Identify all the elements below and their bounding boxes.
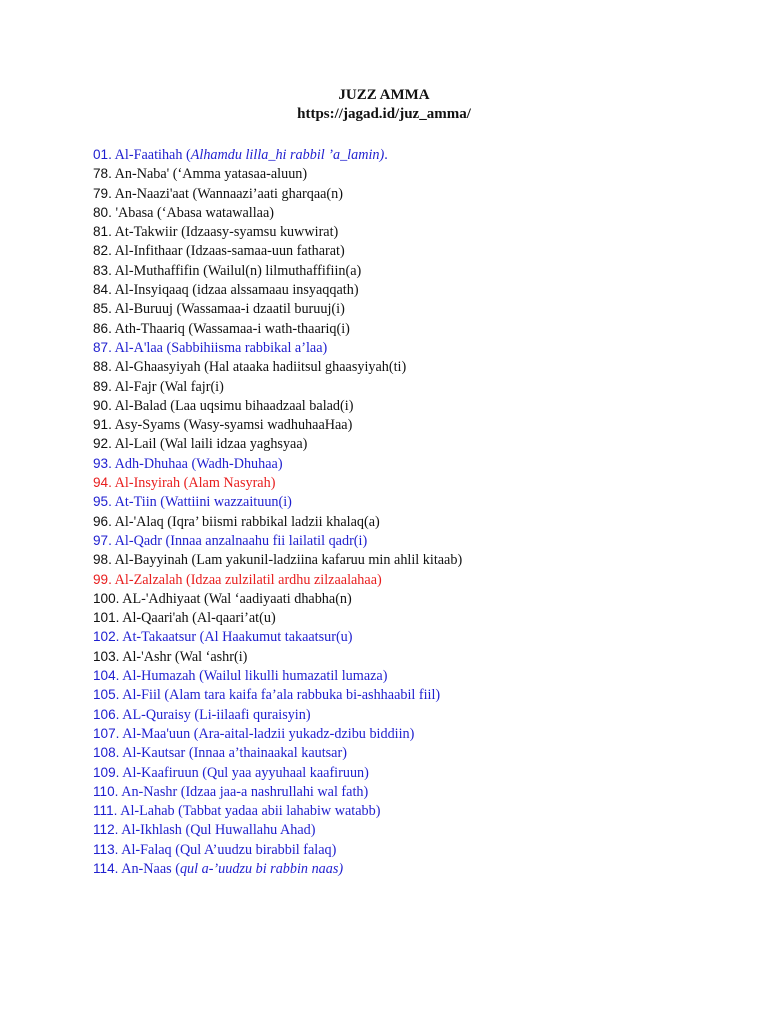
- surah-opening-verse: Alhamdu lilla_hi rabbil ’a_lamin): [190, 147, 385, 163]
- surah-opening-verse: Wattiini wazzaituun(i): [165, 494, 292, 511]
- surah-list-item: [93, 531, 753, 550]
- surah-name: At-Takwiir: [114, 224, 178, 241]
- surah-name: An-Nashr: [121, 783, 178, 800]
- surah-paren-open: (: [185, 745, 194, 762]
- surah-list-item: [93, 859, 753, 878]
- surah-name: Asy-Syams: [114, 417, 181, 434]
- surah-number: 101.: [93, 610, 120, 626]
- surah-opening-verse: Wal ‘ashr(i): [179, 648, 248, 665]
- surah-list-item: [93, 801, 753, 820]
- surah-list-item: [93, 492, 753, 511]
- surah-number: 109.: [93, 764, 120, 780]
- surah-name: An-Naas: [121, 860, 172, 877]
- surah-paren-open: (: [199, 262, 208, 279]
- surah-paren-open: (: [169, 166, 178, 183]
- surah-opening-verse: Idzaas-samaa-uun fatharat): [190, 243, 345, 260]
- surah-paren-open: (: [187, 455, 197, 472]
- surah-number: 99.: [93, 571, 112, 587]
- surah-number: 79.: [93, 185, 112, 201]
- surah-paren-open: (: [171, 841, 180, 858]
- surah-opening-verse: Alam tara kaifa fa’ala rabbuka bi-ashhaabil fiil): [169, 687, 441, 704]
- surah-number: 92.: [93, 436, 112, 452]
- surah-paren-open: (: [163, 513, 172, 530]
- surah-paren-open: (: [156, 436, 165, 453]
- surah-list-item: [93, 647, 753, 666]
- surah-name: Al-Zalzalah: [114, 571, 183, 588]
- surah-list-item: [93, 261, 753, 280]
- surah-list: [93, 145, 753, 878]
- surah-list-item: [93, 145, 753, 164]
- surah-list-item: [93, 608, 753, 627]
- surah-number: 98.: [93, 552, 112, 568]
- surah-opening-verse: Wassamaa-i dzaatil buruuj(i): [181, 301, 345, 318]
- surah-list-item: [93, 743, 753, 762]
- surah-opening-verse: Idzaa jaa-a nashrullahi wal fath): [185, 783, 369, 800]
- surah-list-item: [93, 164, 753, 183]
- surah-name: Al-Balad: [114, 397, 167, 414]
- surah-name: AL-Quraisy: [122, 706, 191, 723]
- surah-name: Al-Qadr: [114, 532, 162, 549]
- surah-name: An-Naazi'aat: [114, 185, 189, 202]
- surah-name: Al-Kaafiruun: [122, 764, 199, 781]
- surah-paren-open: (: [177, 783, 186, 800]
- surah-paren-open: (: [181, 822, 191, 839]
- surah-list-item: [93, 454, 753, 473]
- surah-name: Al-'Alaq: [114, 513, 164, 530]
- surah-number: 103.: [93, 648, 120, 664]
- surah-name: Al-Infithaar: [114, 243, 183, 260]
- surah-name: Al-Ghaasyiyah: [114, 359, 201, 376]
- surah-name: Al-Falaq: [121, 841, 172, 858]
- surah-list-item: [93, 840, 753, 859]
- surah-list-item: [93, 724, 753, 743]
- surah-paren-open: (: [162, 339, 172, 356]
- surah-number: 114.: [93, 860, 119, 876]
- surah-paren-open: (: [200, 359, 209, 376]
- surah-paren-open: (: [188, 282, 198, 299]
- surah-number: 105.: [93, 687, 120, 703]
- surah-list-item: [93, 184, 753, 203]
- surah-list-item: [93, 550, 753, 569]
- surah-paren-open: (: [187, 552, 197, 569]
- surah-name: Al-A'laa: [114, 339, 163, 356]
- surah-list-item: [93, 299, 753, 318]
- surah-number: 84.: [93, 282, 112, 298]
- surah-list-item: [93, 222, 753, 241]
- surah-opening-verse: Lam yakunil-ladziina kafaruu min ahlil kitaab): [196, 552, 463, 569]
- surah-number: 106.: [93, 706, 120, 722]
- surah-paren-open: (: [174, 803, 183, 820]
- surah-opening-verse: Wannaazi’aati gharqaa(n): [197, 185, 343, 202]
- surah-list-item: [93, 685, 753, 704]
- surah-opening-verse: Wassamaa-i wath-thaariq(i): [193, 320, 350, 337]
- surah-list-item: [93, 377, 753, 396]
- surah-list-item: [93, 241, 753, 260]
- surah-paren-open: (: [173, 301, 182, 318]
- surah-list-item: [93, 473, 753, 492]
- surah-name: Al-Fiil: [122, 687, 161, 704]
- surah-paren-open: (: [160, 687, 170, 704]
- surah-paren-open: (: [166, 397, 175, 414]
- surah-paren-open: (: [182, 571, 191, 588]
- surah-name: Al-Bayyinah: [114, 552, 188, 569]
- surah-paren-open: (: [180, 475, 189, 492]
- surah-list-item: [93, 415, 753, 434]
- surah-tail: .: [384, 147, 388, 163]
- surah-opening-verse: Al Haakumut takaatsur(u): [204, 629, 353, 646]
- surah-number: 94.: [93, 475, 112, 491]
- surah-name: Al-Ikhlash: [121, 822, 182, 839]
- surah-paren-open: (: [180, 417, 189, 434]
- surah-name: Al-Kautsar: [122, 745, 186, 762]
- surah-name: Al-Buruuj: [114, 301, 173, 318]
- surah-name: Adh-Dhuhaa: [114, 455, 188, 472]
- surah-number: 108.: [93, 745, 120, 761]
- surah-name: Al-Insyiqaaq: [114, 282, 189, 299]
- surah-paren-open: (: [153, 204, 162, 221]
- surah-number: 83.: [93, 262, 112, 278]
- surah-number: 107.: [93, 725, 120, 741]
- surah-number: 89.: [93, 378, 112, 394]
- surah-opening-verse: Iqra’ biismi rabbikal ladzii khalaq(a): [172, 513, 380, 530]
- surah-paren-open: (: [188, 610, 197, 627]
- surah-name: AL-'Adhiyaat: [122, 590, 201, 607]
- surah-number: 112.: [93, 822, 119, 838]
- surah-list-item: [93, 280, 753, 299]
- surah-list-item: [93, 396, 753, 415]
- surah-name: An-Naba': [114, 166, 170, 183]
- surah-number: 93.: [93, 455, 112, 471]
- surah-number: 88.: [93, 359, 112, 375]
- surah-number: 102.: [93, 629, 120, 645]
- surah-opening-verse: Qul Huwallahu Ahad): [190, 822, 316, 839]
- surah-list-item: [93, 434, 753, 453]
- surah-opening-verse: Innaa anzalnaahu fii lailatil qadr(i): [170, 532, 368, 549]
- surah-paren-open: (: [182, 147, 191, 163]
- surah-opening-verse: Sabbihiisma rabbikal a’laa): [171, 339, 328, 356]
- surah-opening-verse: Ara-aital-ladzii yukadz-dzibu biddiin): [198, 725, 415, 742]
- surah-name: Al-Maa'uun: [122, 725, 191, 742]
- surah-list-item: [93, 319, 753, 338]
- surah-paren-open: (: [198, 764, 207, 781]
- surah-number: 96.: [93, 513, 112, 529]
- surah-paren-open: (: [196, 629, 205, 646]
- surah-list-item: [93, 763, 753, 782]
- surah-name: Al-Lail: [114, 436, 157, 453]
- surah-number: 85.: [93, 301, 112, 317]
- surah-opening-verse: Idzaa zulzilatil ardhu zilzaalahaa): [190, 571, 382, 588]
- surah-paren-open: (: [171, 648, 180, 665]
- surah-opening-verse: Innaa a’thainaakal kautsar): [193, 745, 347, 762]
- surah-name: At-Tiin: [114, 494, 157, 511]
- surah-number: 82.: [93, 243, 112, 259]
- surah-paren-open: (: [156, 494, 166, 511]
- surah-name: Al-Faatihah: [114, 147, 183, 163]
- surah-number: 90.: [93, 397, 112, 413]
- surah-paren-open: (: [177, 224, 186, 241]
- surah-opening-verse: Wailul(n) lilmuthaffifiin(a): [207, 262, 362, 279]
- surah-opening-verse: Li-iilaafi quraisyin): [199, 706, 311, 723]
- surah-name: Al-Lahab: [120, 803, 175, 820]
- surah-opening-verse: Tabbat yadaa abii lahabiw watabb): [182, 803, 381, 820]
- surah-opening-verse: Al-qaari’at(u): [196, 610, 276, 627]
- surah-name: Al-Fajr: [114, 378, 157, 395]
- surah-opening-verse: ‘Amma yatasaa-aluun): [177, 166, 308, 183]
- surah-number: 86.: [93, 320, 112, 336]
- surah-list-item: [93, 705, 753, 724]
- surah-opening-verse: idzaa alssamaau insyaqqath): [197, 282, 359, 299]
- surah-list-item: [93, 357, 753, 376]
- surah-list-item: [93, 203, 753, 222]
- surah-paren-open: (: [188, 185, 198, 202]
- surah-opening-verse: Wadh-Dhuhaa): [196, 455, 283, 472]
- surah-name: At-Takaatsur: [122, 629, 197, 646]
- surah-list-item: [93, 820, 753, 839]
- surah-number: 113.: [93, 841, 119, 857]
- surah-name: Al-Qaari'ah: [122, 610, 189, 627]
- surah-number: 110.: [93, 783, 119, 799]
- surah-name: Al-Humazah: [122, 668, 196, 685]
- surah-name: 'Abasa: [115, 204, 154, 221]
- surah-name: Al-Insyirah: [114, 475, 181, 492]
- surah-name: Al-Muthaffifin: [114, 262, 200, 279]
- document-title: JUZZ AMMA: [338, 87, 430, 103]
- surah-number: 87.: [93, 339, 112, 355]
- surah-list-item: [93, 666, 753, 685]
- surah-paren-open: (: [182, 243, 191, 260]
- surah-number: 97.: [93, 532, 112, 548]
- surah-number: 100.: [93, 590, 120, 606]
- surah-opening-verse: Wailul likulli humazatil lumaza): [203, 668, 388, 685]
- surah-list-item: [93, 338, 753, 357]
- surah-opening-verse: Wal laili idzaa yaghsyaa): [164, 436, 308, 453]
- surah-opening-verse: qul a-’uudzu bi rabbin naas): [179, 860, 344, 877]
- surah-paren-open: (: [190, 706, 200, 723]
- surah-list-item: [93, 589, 753, 608]
- surah-paren-open: (: [184, 320, 194, 337]
- surah-opening-verse: Idzaasy-syamsu kuwwirat): [185, 224, 339, 241]
- surah-name: Al-'Ashr: [122, 648, 172, 665]
- surah-opening-verse: Qul A’uudzu birabbil falaq): [179, 841, 337, 858]
- surah-opening-verse: Wal ‘aadiyaati dhabha(n): [208, 590, 352, 607]
- surah-number: 78.: [93, 166, 112, 182]
- surah-opening-verse: ‘Abasa watawallaa): [161, 204, 275, 221]
- surah-paren-open: (: [156, 378, 165, 395]
- surah-opening-verse: Alam Nasyrah): [188, 475, 276, 492]
- surah-opening-verse: Qul yaa ayyuhaal kaafiruun): [206, 764, 369, 781]
- surah-paren-open: (: [200, 590, 209, 607]
- surah-paren-open: (: [190, 725, 199, 742]
- document-url: https://jagad.id/juz_amma/: [297, 106, 471, 122]
- surah-list-item: [93, 627, 753, 646]
- surah-list-item: [93, 782, 753, 801]
- surah-list-item: [93, 570, 753, 589]
- surah-number: 91.: [93, 417, 112, 433]
- surah-paren-open: (: [161, 532, 171, 549]
- surah-list-item: [93, 512, 753, 531]
- surah-opening-verse: Hal ataaka hadiitsul ghaasyiyah(ti): [208, 359, 407, 376]
- surah-number: 111.: [93, 803, 118, 819]
- surah-number: 01.: [93, 147, 112, 162]
- surah-opening-verse: Wal fajr(i): [164, 378, 224, 395]
- surah-opening-verse: Wasy-syamsi wadhuhaaHaa): [188, 417, 353, 434]
- surah-number: 81.: [93, 224, 112, 240]
- surah-number: 80.: [93, 204, 112, 220]
- surah-opening-verse: Laa uqsimu bihaadzaal balad(i): [174, 397, 354, 414]
- surah-number: 104.: [93, 668, 120, 684]
- surah-paren-open: (: [171, 860, 180, 877]
- surah-name: Ath-Thaariq: [114, 320, 185, 337]
- surah-number: 95.: [93, 494, 112, 510]
- surah-paren-open: (: [195, 668, 204, 685]
